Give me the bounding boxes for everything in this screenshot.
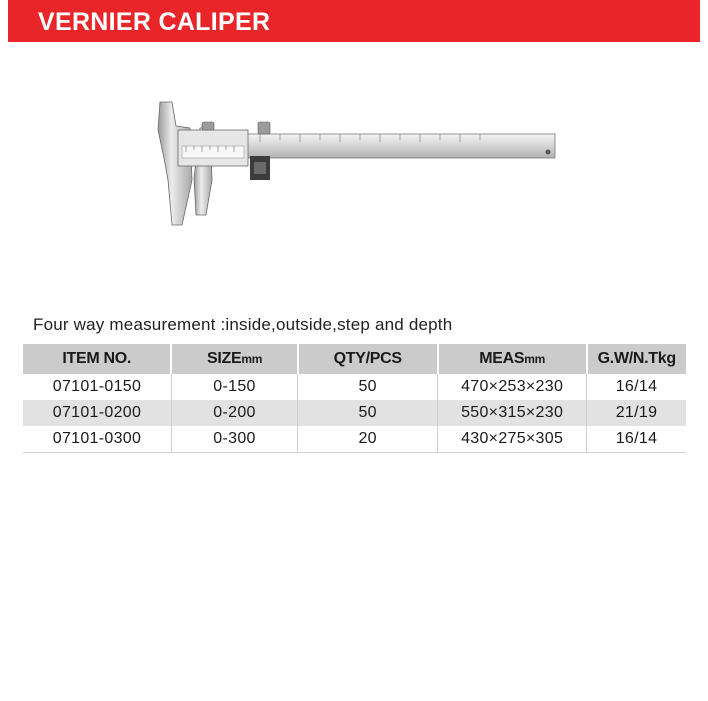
cell-meas: 430×275×305 — [438, 426, 587, 453]
table-row — [23, 426, 686, 453]
cell-item-no: 07101-0300 — [23, 426, 171, 453]
header-bar — [8, 0, 700, 42]
cell-qty: 50 — [298, 374, 438, 400]
cell-meas: 470×253×230 — [438, 374, 587, 400]
table-header-row — [23, 344, 686, 374]
column-header-meas: MEASmm — [438, 344, 587, 374]
column-header-item-no: ITEM NO. — [23, 344, 171, 374]
table-row — [23, 374, 686, 400]
cell-item-no: 07101-0200 — [23, 400, 171, 426]
cell-size: 0-200 — [171, 400, 297, 426]
vernier-caliper-image — [150, 100, 560, 230]
page-title: VERNIER CALIPER — [38, 8, 271, 36]
cell-size: 0-300 — [171, 426, 297, 453]
column-header-weight: G.W/N.Tkg — [587, 344, 686, 374]
product-description: Four way measurement :inside,outside,step and depth — [33, 315, 453, 334]
cell-qty: 20 — [298, 426, 438, 453]
cell-meas: 550×315×230 — [438, 400, 587, 426]
column-header-qty: QTY/PCS — [298, 344, 438, 374]
cell-weight: 16/14 — [587, 426, 686, 453]
cell-size: 0-150 — [171, 374, 297, 400]
cell-item-no: 07101-0150 — [52, 378, 142, 395]
cell-qty: 50 — [298, 400, 438, 426]
cell-weight: 21/19 — [587, 400, 686, 426]
table-row — [23, 400, 686, 426]
column-header-size: SIZEmm — [171, 344, 297, 374]
cell-weight: 16/14 — [587, 374, 686, 400]
spec-table — [23, 344, 686, 453]
